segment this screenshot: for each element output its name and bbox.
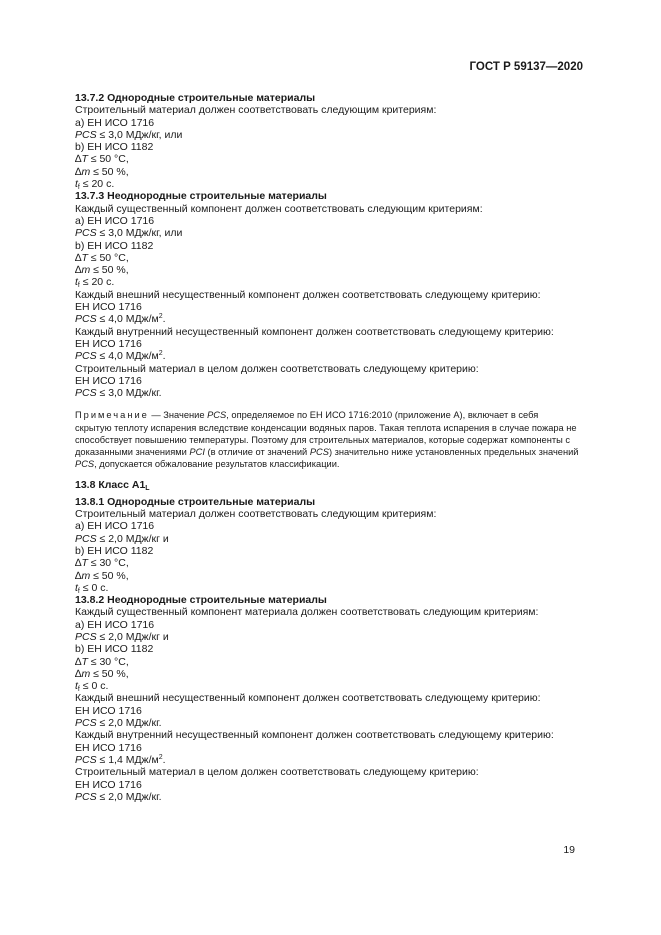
formula-line: ∆m ≤ 50 %, bbox=[75, 569, 129, 582]
criterion-line: a) ЕН ИСО 1716 bbox=[75, 116, 155, 129]
formula-line: ∆T ≤ 30 °С, bbox=[75, 557, 129, 570]
section-heading: 13.8.1 Однородные строительные материалы bbox=[75, 495, 316, 508]
criterion-line: b) ЕН ИСО 1182 bbox=[75, 643, 154, 656]
formula-line: $t_f \le 20$ с. bbox=[75, 178, 115, 192]
formula-line: PCS ≤ 3,0 МДж/кг, или bbox=[75, 227, 183, 240]
paragraph: Каждый внутренний несущественный компонент должен соответствовать следующему критерию: bbox=[75, 325, 554, 338]
paragraph: Каждый внешний несущественный компонент должен соответствовать следующему критерию: bbox=[75, 288, 541, 301]
formula-line: ∆T ≤ 50 °С, bbox=[75, 251, 129, 264]
formula-line: $t_f \le 0$ с. bbox=[75, 680, 109, 694]
paragraph: Каждый существенный компонент материала должен соответствовать следующим критериям: bbox=[75, 606, 539, 619]
criterion-line: ЕН ИСО 1716 bbox=[75, 741, 142, 754]
page-content bbox=[75, 92, 585, 803]
formula-line: $t_f \le 20$ с. bbox=[75, 276, 115, 290]
formula-line: PCS ≤ 1,4 МДж/$м^2$. bbox=[75, 753, 166, 766]
formula-line: PCS ≤ 3,0 МДж/кг, или bbox=[75, 128, 183, 141]
section-title: 13.8 Класс $A1_L$ bbox=[75, 479, 150, 493]
note-label: Примечание bbox=[75, 410, 149, 421]
formula-line: PCS ≤ 2,0 МДж/кг. bbox=[75, 717, 162, 730]
formula-line: PCS ≤ 2,0 МДж/кг и bbox=[75, 631, 169, 643]
note-block bbox=[75, 409, 586, 470]
formula-line: ∆m ≤ 50 %, bbox=[75, 264, 129, 277]
criterion-line: a) ЕН ИСО 1716 bbox=[75, 520, 155, 533]
section-heading: 13.7.3 Неоднородные строительные материалы bbox=[75, 190, 327, 203]
criterion-line: ЕН ИСО 1716 bbox=[75, 374, 142, 387]
criterion-line: ЕН ИСО 1716 bbox=[75, 337, 142, 350]
criterion-line: a) ЕН ИСО 1716 bbox=[75, 618, 155, 631]
note-line: скрытую теплоту испарения вследствие конденсации водяных паров. Такая теплота испарения в случае пожара не bbox=[75, 422, 577, 433]
note-line: доказанными значениями PCI (в отличие от значений PCS) значительно ниже установленных предельных значений bbox=[75, 447, 579, 458]
criterion-line: ЕН ИСО 1716 bbox=[75, 301, 142, 314]
note-line: PCS, допускается обжалование результатов классификации. bbox=[75, 459, 340, 470]
paragraph: Каждый внешний несущественный компонент должен соответствовать следующему критерию: bbox=[75, 692, 541, 705]
criterion-line: b) ЕН ИСО 1182 bbox=[75, 544, 154, 557]
criterion-line: ЕН ИСО 1716 bbox=[75, 778, 142, 791]
paragraph: Каждый существенный компонент должен соответствовать следующим критериям: bbox=[75, 202, 483, 215]
criterion-line: ЕН ИСО 1716 bbox=[75, 704, 142, 717]
note-line: — Значение PCS, определяемое по ЕН ИСО 1716:2010 (приложение А), включает в себя bbox=[151, 410, 539, 421]
section-heading: 13.7.2 Однородные строительные материалы bbox=[75, 92, 316, 104]
criterion-line: b) ЕН ИСО 1182 bbox=[75, 141, 154, 154]
formula-line: PCS ≤ 2,0 МДж/кг и bbox=[75, 532, 169, 545]
paragraph: Каждый внутренний несущественный компонент должен соответствовать следующему критерию: bbox=[75, 729, 554, 742]
paragraph: Строительный материал должен соответствовать следующим критериям: bbox=[75, 104, 437, 117]
formula-line: PCS ≤ 3,0 МДж/кг. bbox=[75, 387, 162, 400]
page-number: 19 bbox=[563, 844, 575, 856]
formula-line: ∆T ≤ 30 °С, bbox=[75, 655, 129, 668]
section-heading: 13.8.2 Неоднородные строительные материалы bbox=[75, 594, 327, 607]
formula-line: PCS ≤ 4,0 МДж/$м^2$. bbox=[75, 350, 166, 363]
paragraph: Строительный материал в целом должен соответствовать следующему критерию: bbox=[75, 362, 479, 375]
note-line: способствует повышению температуры. Поэтому для строительных материалов, которые содержат компоненты с bbox=[75, 434, 571, 445]
formula-line: ∆m ≤ 50 %, bbox=[75, 165, 129, 178]
document-header: ГОСТ Р 59137—2020 bbox=[469, 61, 583, 73]
formula-line: ∆m ≤ 50 %, bbox=[75, 667, 129, 680]
criterion-line: b) ЕН ИСО 1182 bbox=[75, 239, 154, 252]
formula-line: PCS ≤ 4,0 МДж/$м^2$. bbox=[75, 313, 166, 326]
formula-line: $t_f \le 0$ с. bbox=[75, 581, 109, 595]
formula-line: ∆T ≤ 50 °С, bbox=[75, 153, 129, 166]
criterion-line: a) ЕН ИСО 1716 bbox=[75, 214, 155, 227]
paragraph: Строительный материал должен соответствовать следующим критериям: bbox=[75, 508, 437, 521]
paragraph: Строительный материал в целом должен соответствовать следующему критерию: bbox=[75, 766, 479, 779]
formula-line: PCS ≤ 2,0 МДж/кг. bbox=[75, 790, 162, 803]
